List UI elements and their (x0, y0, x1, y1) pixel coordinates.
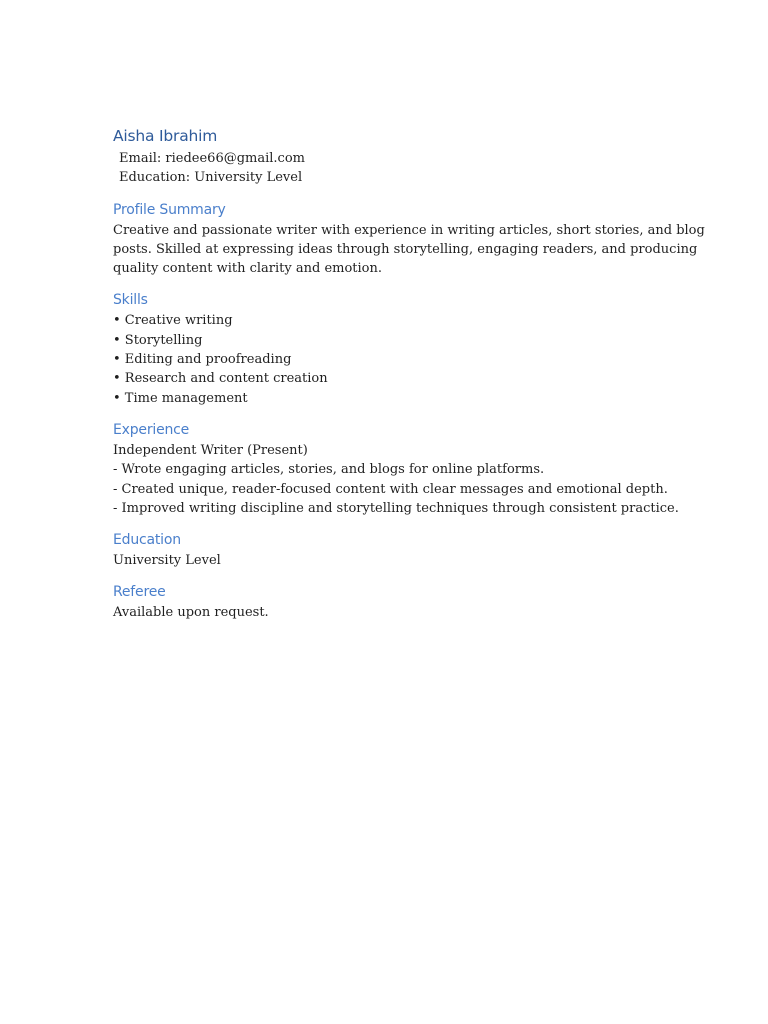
skill-item: • Editing and proofreading (113, 352, 292, 368)
education-text (113, 551, 673, 570)
referee-heading: Referee (113, 584, 166, 601)
skill-item: • Storytelling (113, 332, 203, 348)
profile-summary-line: quality content with clarity and emotion. (113, 261, 383, 277)
profile-summary-line: Creative and passionate writer with experience in writing articles, short stories, and blog (113, 222, 705, 238)
education-heading: Education (113, 532, 181, 549)
contact-email: Email: riedee66@gmail.com (119, 151, 305, 166)
experience-item: - Wrote engaging articles, stories, and blogs for online platforms. (113, 462, 545, 478)
resume-page (113, 126, 705, 623)
referee-value: Available upon request. (113, 605, 269, 621)
contact-block (113, 149, 673, 188)
experience-role: Independent Writer (Present) (113, 442, 308, 458)
skill-item: • Research and content creation (113, 371, 328, 387)
experience-item: - Created unique, reader-focused content with clear messages and emotional depth. (113, 481, 668, 497)
profile-summary-line: posts. Skilled at expressing ideas through storytelling, engaging readers, and producing (113, 241, 698, 257)
experience-heading: Experience (113, 421, 190, 438)
skills-list (113, 311, 673, 407)
skills-heading: Skills (113, 292, 148, 309)
profile-summary-text (113, 221, 705, 279)
referee-text (113, 603, 673, 622)
contact-education: Education: University Level (119, 170, 303, 186)
candidate-name: Aisha Ibrahim (113, 127, 218, 145)
experience-list (113, 441, 679, 518)
experience-item: - Improved writing discipline and storytelling techniques through consistent practice. (113, 500, 679, 516)
profile-summary-heading: Profile Summary (113, 201, 226, 218)
skill-item: • Creative writing (113, 313, 233, 329)
skill-item: • Time management (113, 390, 248, 406)
education-value: University Level (113, 553, 221, 569)
